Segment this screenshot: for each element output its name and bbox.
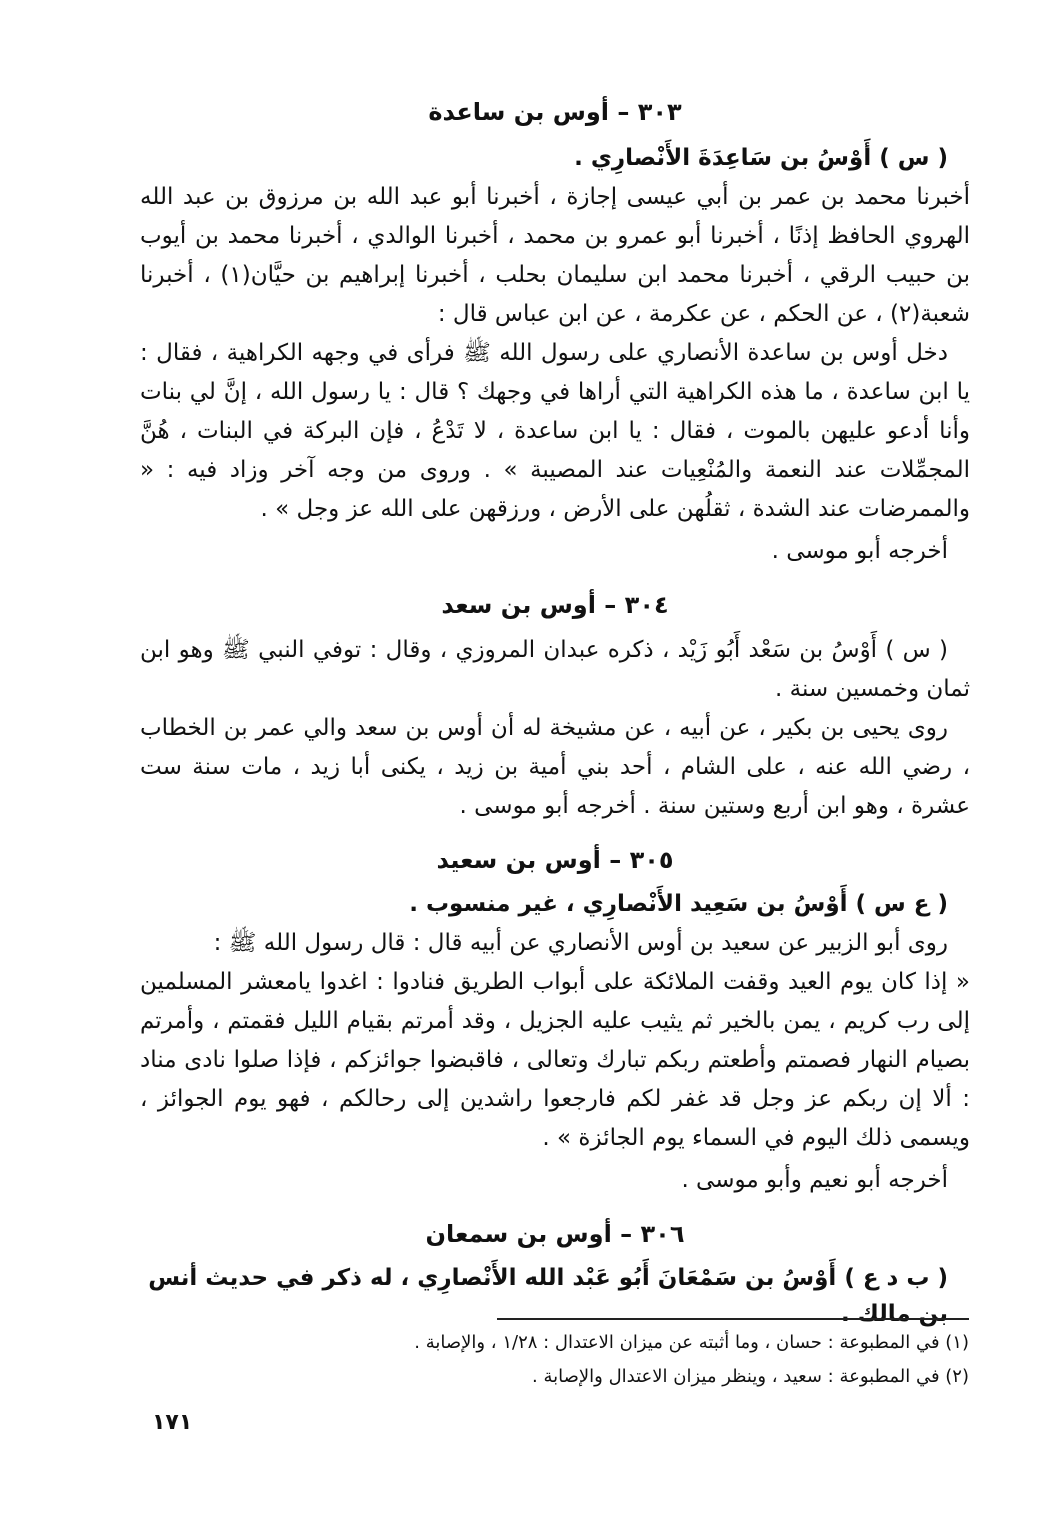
- entry-paragraph: أخبرنا محمد بن عمر بن أبي عيسى إجازة ، أخبرنا أبو عبد الله بن مرزوق بن عبد الله الهروي الحافظ إذنًا ، أخبرنا أبو عمرو بن محمد ، أخبرنا الوالدي ، أخبرنا محمد بن أيوب بن حبيب الرقي ، أخبرنا محمد ابن سليمان بحلب ، أخبرنا إبراهيم بن حيَّان(١) ، أخبرنا شعبة(٢) ، عن الحكم ، عن عكرمة ، عن ابن عباس قال :: [140, 184, 971, 327]
- entry-paragraph: « إذا كان يوم العيد وقفت الملائكة على أبواب الطريق فنادوا : اغدوا يامعشر المسلمين إلى رب كريم ، يمن بالخير ثم يثيب عليه الجزيل ، وقد أمرتم بقيام الليل فقمتم ، وأمرتم بصيام النهار فصمتم وأطعتم ربكم تبارك وتعالى ، فاقبضوا جوائزكم ، فإذا صلوا نادى مناد : ألا إن ربكم عز وجل قد غفر لكم فارجعوا راشدين إلى رحالكم ، فهو يوم الجوائز ، ويسمى ذلك اليوم في السماء يوم الجائزة » .: [140, 969, 970, 1151]
- entry-tag-line: ( ع س ) أَوْسُ بن سَعِيد الأَنْصارِي ، غير منسوب .: [409, 891, 948, 917]
- page-body: [140, 88, 970, 1334]
- entry-tag-line: ( س ) أَوْسُ بن سَاعِدَةَ الأَنْصارِي .: [574, 145, 948, 171]
- footnote-2: (٢) في المطبوعة : سعيد ، وينظر ميزان الاعتدال والإصابة .: [532, 1366, 969, 1387]
- entry-305: [140, 840, 970, 1200]
- entry-paragraph: دخل أوس بن ساعدة الأنصاري على رسول الله ﷺ فرأى في وجهه الكراهية ، فقال : يا ابن ساعدة ، ما هذه الكراهية التي أراها في وجهك ؟ قال : يا رسول الله ، إنَّ لي بنات وأنا أدعو عليهن بالموت ، فقال : يا ابن ساعدة ، لا تَدْعُ ، فإن البركة في البنات ، هُنَّ المجمِّلات عند النعمة والمُنْعِيات عند المصيبة » . وروى من وجه آخر وزاد فيه : « والممرضات عند الشدة ، ثقلُهن على الأرض ، ورزقهن على الله عز وجل » .: [140, 340, 970, 522]
- page-number: ١٧١: [152, 1410, 193, 1435]
- entry-source: أخرجه أبو موسى .: [771, 538, 948, 564]
- entry-tag-line: ( ب د ع ) أَوْسُ بن سَمْعَانَ أَبُو عَبْد الله الأَنْصارِي ، له ذكر في حديث أنس بن مالك .: [148, 1265, 948, 1327]
- entry-303: [140, 92, 970, 571]
- footnote-divider: [497, 1318, 969, 1320]
- entry-heading: ٣٠٦ – أوس بن سمعان: [425, 1220, 685, 1248]
- entry-paragraph: روى يحيى بن بكير ، عن أبيه ، عن مشيخة له أن أوس بن سعد والي عمر بن الخطاب ، رضي الله عنه ، على الشام ، أحد بني أمية بن زيد ، يكنى أبا زيد ، مات سنة ست عشرة ، وهو ابن أربع وستين سنة . أخرجه أبو موسى .: [140, 715, 970, 819]
- entry-paragraph: روى أبو الزبير عن سعيد بن أوس الأنصاري عن أبيه قال : قال رسول الله ﷺ :: [213, 930, 948, 956]
- entry-heading: ٣٠٣ – أوس بن ساعدة: [428, 98, 682, 126]
- entry-paragraph: ( س ) أَوْسُ بن سَعْد أَبُو زَيْد ، ذكره عبدان المروزي ، وقال : توفي النبي ﷺ وهو ابن ثمان وخمسين سنة .: [140, 637, 970, 702]
- entry-304: [140, 585, 970, 826]
- footnote-1: (١) في المطبوعة : حسان ، وما أثبته عن ميزان الاعتدال : ١/٢٨ ، والإصابة .: [414, 1332, 969, 1353]
- footnotes: [329, 1326, 969, 1394]
- entry-heading: ٣٠٥ – أوس بن سعيد: [436, 846, 674, 874]
- entry-source: أخرجه أبو نعيم وأبو موسى .: [681, 1167, 948, 1193]
- entry-heading: ٣٠٤ – أوس بن سعد: [441, 591, 669, 619]
- entry-306: [140, 1214, 970, 1332]
